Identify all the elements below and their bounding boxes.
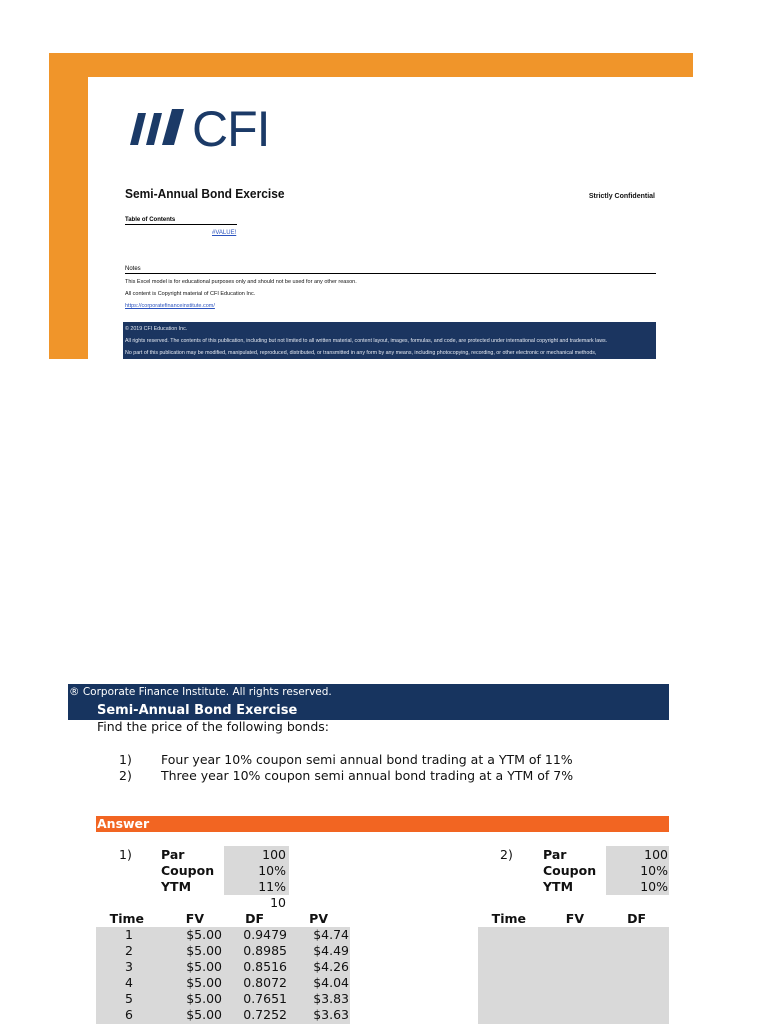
sheet-title-bar [68,700,669,720]
bond1-row1-fv[interactable]: $5.00 [186,927,222,942]
bond1-row3-time[interactable]: 3 [125,959,133,974]
sheet-title: Semi-Annual Bond Exercise [97,703,298,718]
bond1-row3-fv[interactable]: $5.00 [186,959,222,974]
bond1-row1-time[interactable]: 1 [125,927,133,942]
bond1-row6-df[interactable]: 0.7252 [243,1007,287,1022]
bond2-ytm-cell[interactable]: 10% [640,879,668,894]
bond2-ytm-label: YTM [543,879,574,894]
bond1-coupon-label: Coupon [161,863,215,878]
cover-orange-top-border [49,53,693,77]
cover-orange-left-border [49,53,88,359]
instruction-text: Find the price of the following bonds: [97,719,329,734]
answer-bar [96,816,669,832]
sheet-copyright-bar [68,684,669,700]
bond2-number: 2) [500,847,513,862]
bond1-header-pv: PV [309,911,328,926]
bond2-table-shading [478,927,669,1024]
cover-title: Semi-Annual Bond Exercise [125,186,285,201]
bond1-header-fv: FV [185,911,204,926]
bond1-ytm-cell[interactable]: 11% [258,879,286,894]
website-link[interactable]: https://corporatefinanceinstitute.com/ [125,303,215,309]
copyright-line-1: © 2019 CFI Education Inc. [125,326,188,332]
bond1-periods-cell[interactable]: 10 [270,895,286,910]
note-copyright: All content is Copyright material of CFI Education Inc. [125,291,256,297]
bond1-row3-pv[interactable]: $4.26 [313,959,349,974]
bond1-row4-pv[interactable]: $4.04 [313,975,349,990]
bond1-row1-pv[interactable]: $4.74 [313,927,349,942]
bond1-row6-fv[interactable]: $5.00 [186,1007,222,1022]
question-2-text: Three year 10% coupon semi annual bond trading at a YTM of 7% [161,768,574,783]
bond1-row2-df[interactable]: 0.8985 [243,943,287,958]
answer-label: Answer [97,816,150,831]
question-1-number: 1) [119,752,132,767]
bond1-par-cell[interactable]: 100 [262,847,286,862]
notes-label: Notes [125,266,656,274]
bond1-row2-time[interactable]: 2 [125,943,133,958]
toc-link[interactable]: #VALUE! [212,230,237,236]
question-2-number: 2) [119,768,132,783]
bond1-ytm-label: YTM [161,879,192,894]
cfi-logo-mark-icon [128,105,188,153]
bond1-row4-fv[interactable]: $5.00 [186,975,222,990]
toc-label: Table of Contents [125,217,237,225]
bond1-row2-fv[interactable]: $5.00 [186,943,222,958]
cover-page [88,77,693,359]
copyright-line-3: No part of this publication may be modified, manipulated, reproduced, distributed, or transmitted in any form by any means, including photocopying, recording, or other electronic or mechanical methods, [125,350,597,356]
bond2-header-time: Time [491,911,526,926]
copyright-line-2: All rights reserved. The contents of this publication, including but not limited to all written material, content layout, images, formulas, and code, are protected under international copyright and trademark laws. [125,338,608,344]
bond2-coupon-cell[interactable]: 10% [640,863,668,878]
copyright-box [123,322,656,359]
note-educational: This Excel model is for educational purposes only and should not be used for any other reason. [125,279,357,285]
cfi-logo [128,101,270,157]
bond1-row3-df[interactable]: 0.8516 [243,959,287,974]
bond1-row1-df[interactable]: 0.9479 [243,927,287,942]
bond2-par-label: Par [543,847,567,862]
bond1-row2-pv[interactable]: $4.49 [313,943,349,958]
bond2-header-fv: FV [565,911,584,926]
cfi-logo-text: CFI [192,101,270,157]
bond1-row6-time[interactable]: 6 [125,1007,133,1022]
bond1-row4-time[interactable]: 4 [125,975,133,990]
bond2-coupon-label: Coupon [543,863,597,878]
bond1-header-time: Time [109,911,144,926]
bond1-row6-pv[interactable]: $3.63 [313,1007,349,1022]
bond1-row5-fv[interactable]: $5.00 [186,991,222,1006]
bond1-header-df: DF [245,911,264,926]
question-1-text: Four year 10% coupon semi annual bond trading at a YTM of 11% [161,752,573,767]
bond1-row5-df[interactable]: 0.7651 [243,991,287,1006]
bond1-coupon-cell[interactable]: 10% [258,863,286,878]
bond2-par-cell[interactable]: 100 [644,847,668,862]
bond2-header-df: DF [627,911,646,926]
bond1-number: 1) [119,847,132,862]
bond1-row5-pv[interactable]: $3.83 [313,991,349,1006]
sheet-copyright-text: ® Corporate Finance Institute. All rights reserved. [69,686,332,698]
bond1-row5-time[interactable]: 5 [125,991,133,1006]
bond1-row4-df[interactable]: 0.8072 [243,975,287,990]
confidential-label: Strictly Confidential [588,193,655,200]
bond1-par-label: Par [161,847,185,862]
